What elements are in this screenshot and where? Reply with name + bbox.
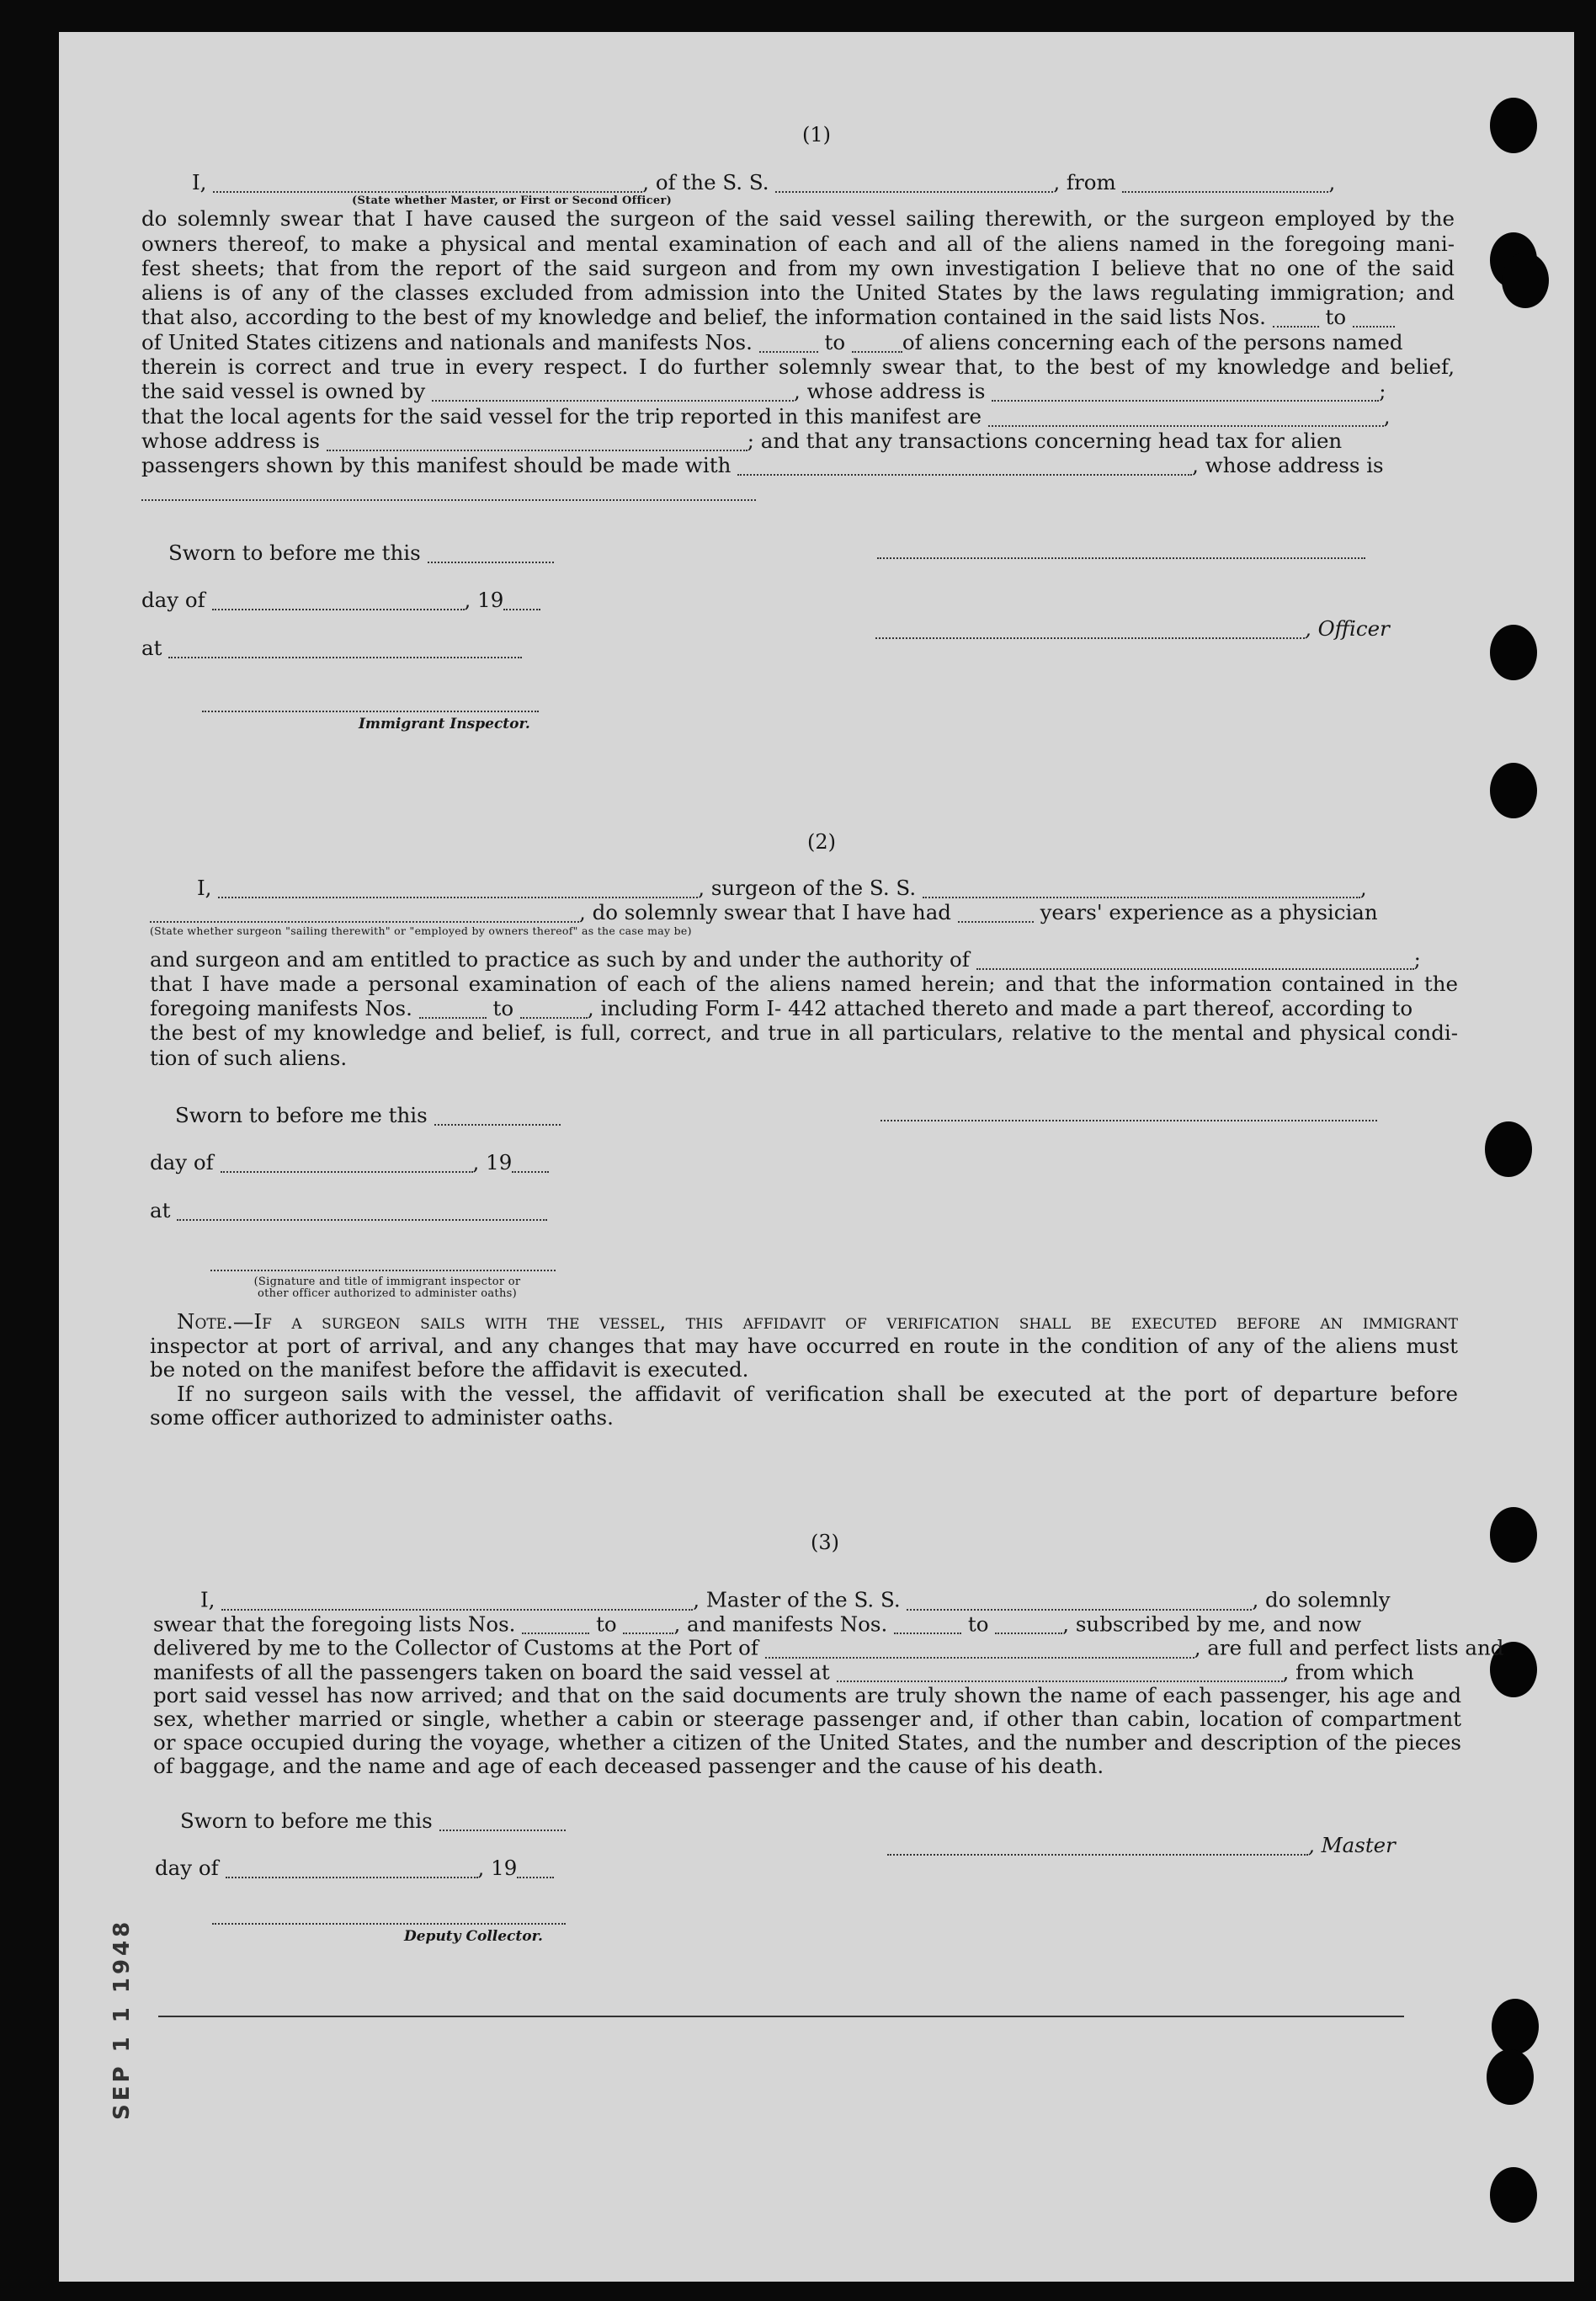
at-place-field[interactable] [168,636,522,658]
body-line: or space occupied during the voyage, whether a citizen of the United States, and the number and description of the pieces [153,1730,1461,1755]
experience-line: , do solemnly swear that I have had years' experience as a physician (State whether surgeon "sailing therewith" or "employed by owners thereof" as the case may be) [150,900,1458,924]
body-line: fest sheets; that from the report of the said surgeon and from my own investigation I believe that no one of the said [141,255,1455,280]
body-line: aliens is of any of the classes excluded from admission into the United States by the laws regulating immigration; and [141,280,1455,306]
officer-sig-upper-line[interactable] [877,557,1365,559]
surgeon-line: I, , surgeon of the S. S. , [197,876,1367,900]
inspector-sig-line[interactable] [210,1270,556,1271]
agents-address-field[interactable] [327,429,747,451]
surgeon-type-caption: (State whether surgeon "sailing therewith" or "employed by owners thereof" as the case may be) [150,924,692,938]
surgeon-signature-line[interactable] [880,1120,1377,1121]
officer-signature-field[interactable] [875,617,1305,640]
master-line: I, , Master of the S. S. , do solemnly [200,1587,1391,1612]
punch-hole [1492,1999,1539,2054]
manifests-from-field[interactable] [419,997,487,1020]
collector-caption: Deputy Collector. [404,1928,543,1945]
embark-port-field[interactable] [837,1660,1283,1683]
body-line: of baggage, and the name and age of each deceased passenger and the cause of his death. [153,1754,1104,1778]
note-line: inspector at port of arrival, and any changes that may have occurred en route in the condition of any of the aliens must [150,1333,1458,1358]
punch-hole [1490,2167,1537,2223]
body-line: the said vessel is owned by , whose address is ; [141,379,1386,404]
note-line: some officer authorized to administer oaths. [150,1405,614,1430]
sworn-line: Sworn to before me this [168,541,1431,565]
note-line: Note.—If a surgeon sails with the vessel, this affidavit of verification shall be executed before an immigrant [177,1309,1458,1334]
punch-hole [1490,98,1537,153]
day-of-line: day of , 19 [150,1150,1412,1174]
body-line: swear that the foregoing lists Nos. to , and manifests Nos. to , subscribed by me, and now [153,1611,1362,1636]
at-line: at [141,636,1404,660]
manifests-to-field[interactable] [995,1612,1062,1635]
manifests-from-field[interactable] [894,1612,961,1635]
master-name-field[interactable] [221,1588,693,1611]
punch-hole [1502,253,1549,308]
body-line: owners thereof, to make a physical and mental examination of each and all of the aliens named in the foregoing mani- [141,231,1455,256]
body-line: that the local agents for the said vessel for the trip reported in this manifest are , [141,403,1391,429]
body-line: tion of such aliens. [150,1045,348,1070]
sig-caption: (Signature and title of immigrant inspector or other officer authorized to administer oaths) [253,1276,521,1300]
sworn-date-field[interactable] [439,1809,566,1832]
owner-address-field[interactable] [992,380,1379,402]
body-line: therein is correct and true in every respect. I do further solemnly swear that, to the best of my knowledge and belief, [141,354,1455,380]
body-line: do solemnly swear that I have caused the surgeon of the said vessel sailing therewith, or the surgeon employed by the [141,206,1455,232]
body-line: manifests of all the passengers taken on board the said vessel at , from which [153,1659,1414,1684]
master-signature-field[interactable] [887,1834,1308,1856]
lists-from-field[interactable] [522,1612,589,1635]
authority-field[interactable] [976,947,1414,970]
local-agents-field[interactable] [988,404,1384,427]
lists-to-field[interactable] [1353,306,1395,328]
sworn-line: Sworn to before me this [180,1808,1443,1833]
years-field[interactable] [958,901,1034,924]
manifests-to-field[interactable] [852,330,902,353]
body-line: delivered by me to the Collector of Customs at the Port of , are full and perfect lists and [153,1635,1504,1660]
body-line: sex, whether married or single, whether a cabin or steerage passenger and, if other than cabin, location of compartment [153,1707,1461,1731]
section-3-number: (3) [811,1531,839,1554]
section-3-affidavit [153,1587,1504,1778]
body-line: the best of my knowledge and belief, is full, correct, and true in all particulars, relative to the mental and physical condi- [150,1020,1458,1046]
section-1-number: (1) [802,123,831,146]
bottom-rule [158,2016,1404,2017]
body-line: of United States citizens and nationals and manifests Nos. to of aliens concerning each of the persons named [141,329,1403,354]
punch-hole [1490,763,1537,818]
at-line: at [150,1198,1412,1222]
owner-field[interactable] [432,380,794,402]
manifests-to-field[interactable] [520,997,588,1020]
vessel-name-field[interactable] [923,876,1360,899]
surgeon-name-field[interactable] [218,876,698,899]
body-line: passengers shown by this manifest should be made with , whose address is [141,453,1384,478]
lists-to-field[interactable] [623,1612,673,1635]
note-block [150,1310,1458,1430]
collector-sig-line[interactable] [212,1923,566,1925]
from-port-field[interactable] [1122,171,1328,194]
year-field[interactable] [512,1151,549,1174]
manifest-page [59,32,1574,2282]
port-field[interactable] [765,1636,1194,1659]
officer-type-caption: (State whether Master, or First or Second Officer) [352,194,673,207]
body-line [141,478,1455,503]
officer-sig-line: , Officer [875,616,1596,641]
year-field[interactable] [503,589,540,611]
inspector-sig-line[interactable] [202,711,539,712]
section-2-affidavit [150,876,1458,1070]
note-line: be noted on the manifest before the affidavit is executed. [150,1357,749,1382]
body-line: foregoing manifests Nos. to , including Form I- 442 attached thereto and made a part thereof, according to [150,996,1413,1021]
sworn-line: Sworn to before me this [175,1103,1438,1127]
day-of-line: day of , 19 [141,588,1404,612]
vessel-name-field[interactable] [775,171,1053,194]
day-of-field[interactable] [226,1856,478,1879]
body-line: and surgeon and am entitled to practice as such by and under the authority of ; [150,946,1421,972]
note-line: If no surgeon sails with the vessel, the affidavit of verification shall be executed at the port of departure before [177,1381,1458,1406]
vessel-name-field[interactable] [907,1588,1252,1611]
section-2-number: (2) [807,830,836,854]
day-of-field[interactable] [221,1151,473,1174]
body-line: whose address is ; and that any transactions concerning head tax for alien [141,428,1343,453]
at-place-field[interactable] [177,1198,547,1221]
master-sig-line: , Master [887,1833,1596,1857]
punch-hole [1487,2049,1534,2105]
date-stamp: SEP 1 1 1948 [109,1918,135,2120]
section-1-affidavit [141,170,1455,503]
head-tax-party-field[interactable] [737,454,1192,477]
body-line: port said vessel has now arrived; and that on the said documents are truly shown the name of each passenger, his age and [153,1683,1461,1707]
day-of-field[interactable] [212,589,465,611]
body-line: that also, according to the best of my knowledge and belief, the information contained in the said lists Nos. to [141,305,1455,329]
inspector-caption: Immigrant Inspector. [359,716,530,732]
sworn-date-field[interactable] [428,541,554,564]
day-of-line: day of , 19 [155,1856,1418,1880]
body-line: that I have made a personal examination of each of the aliens named herein; and that the information contained in the [150,971,1458,996]
lists-from-field[interactable] [1273,306,1319,328]
year-field[interactable] [517,1856,554,1879]
officer-line: I, , of the S. S. , from , (State whether Master, or First or Second Officer) [141,170,1455,194]
manifests-from-field[interactable] [759,330,818,353]
punch-hole [1485,1121,1532,1177]
punch-hole [1490,1507,1537,1563]
sworn-date-field[interactable] [434,1104,561,1127]
head-tax-address-field[interactable] [141,478,756,501]
